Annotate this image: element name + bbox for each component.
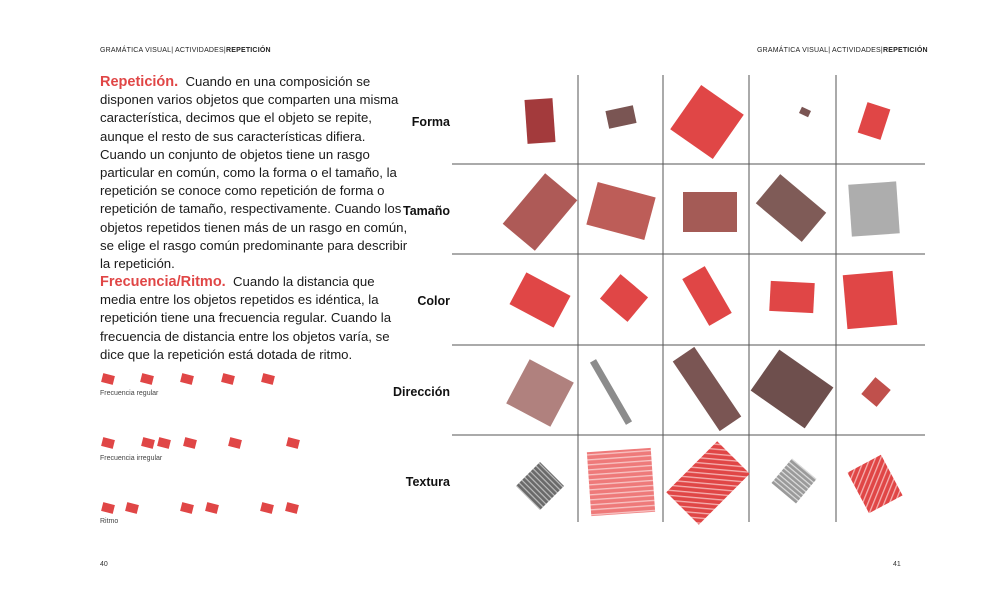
- shape-tile: [799, 107, 811, 118]
- row-label-forma: Forma: [411, 115, 450, 129]
- caption-frecuencia-regular: Frecuencia regular: [100, 390, 159, 397]
- row-color-shapes: [509, 266, 897, 329]
- shape-tile: [509, 272, 570, 327]
- sample-tile: [260, 502, 274, 514]
- caption-ritmo: Ritmo: [100, 518, 119, 525]
- shape-tile: [586, 182, 655, 240]
- row-label-color: Color: [417, 294, 450, 308]
- shape-tile: [858, 102, 891, 140]
- page-number-left: 40: [100, 561, 108, 568]
- header-section: REPETICIÓN: [882, 47, 928, 54]
- shape-tile: [587, 448, 655, 516]
- shape-tile: [666, 441, 749, 524]
- sample-tile: [141, 437, 155, 449]
- row-label-tamano: Tamaño: [403, 204, 450, 218]
- page-number-right: 41: [893, 561, 901, 568]
- shape-tile: [516, 462, 564, 510]
- row-label-direccion: Dirección: [393, 385, 450, 399]
- shape-tile: [600, 274, 648, 322]
- shape-tile: [769, 281, 815, 313]
- sample-tile: [228, 437, 242, 449]
- shape-tile: [524, 98, 555, 144]
- shape-tile: [848, 181, 900, 236]
- frecuencia-title: Frecuencia/Ritmo.: [100, 274, 226, 290]
- sample-tile: [101, 502, 115, 514]
- header-section: REPETICIÓN: [225, 47, 271, 54]
- repeticion-text: Cuando en una composición se disponen varios objetos que comparten una misma característica, decimos que el objeto se repite, aunque el resto de sus características difiera. Cuando un conjunto de objetos tiene un rasgo particular en común, como la forma o el tamaño, la repetición se conoce como repetición de forma o repetición de tamaño, respectivamente. Cuando los objetos repetidos tienen más de un rasgo en común, se elige el rasgo común predominante para describir la repetición.: [100, 74, 408, 272]
- shape-tile: [503, 173, 578, 251]
- sample-tile: [183, 437, 197, 449]
- frequency-regular-samples: [101, 373, 275, 385]
- sample-tile: [140, 373, 154, 385]
- sample-tile: [286, 437, 300, 449]
- sample-tile: [180, 502, 194, 514]
- frecuencia-text: Cuando la distancia que media entre los objetos repetidos es idéntica, la repetición tiene una frecuencia regular. Cuando la frecuencia de distancia entre los objetos varía, se dice que la repetición está dotada de ritmo.: [100, 274, 392, 362]
- caption-frecuencia-irregular: Frecuencia irregular: [100, 455, 163, 462]
- shape-tile: [771, 458, 816, 503]
- sample-tile: [285, 502, 299, 514]
- shape-tile: [861, 377, 890, 407]
- shape-tile: [670, 85, 744, 159]
- shape-tile: [843, 271, 898, 329]
- shape-tile: [683, 192, 737, 232]
- repeticion-title: Repetición.: [100, 74, 179, 90]
- sample-tile: [101, 373, 115, 385]
- header-prefix: GRAMÁTICA VISUAL| ACTIVIDADES|: [757, 47, 883, 54]
- shape-tile: [506, 359, 574, 427]
- rhythm-samples: [101, 502, 299, 514]
- sample-tile: [101, 437, 115, 449]
- row-tamano-shapes: [503, 173, 900, 251]
- shape-tile: [590, 359, 632, 425]
- row-textura-shapes: [516, 441, 903, 524]
- row-forma-shapes: [524, 85, 890, 159]
- shape-tile: [847, 455, 902, 513]
- sample-tile: [125, 502, 139, 514]
- shape-tile: [751, 350, 834, 429]
- sample-tile: [205, 502, 219, 514]
- frequency-irregular-samples: [101, 437, 300, 449]
- shape-tile: [682, 266, 732, 326]
- row-label-textura: Textura: [405, 475, 450, 489]
- row-direccion-shapes: [506, 347, 891, 431]
- header-prefix: GRAMÁTICA VISUAL| ACTIVIDADES|: [100, 47, 226, 54]
- sample-tile: [261, 373, 275, 385]
- sample-tile: [157, 437, 171, 449]
- shape-tile: [756, 174, 826, 242]
- shape-tile: [605, 105, 636, 128]
- shape-tile: [673, 347, 742, 431]
- sample-tile: [180, 373, 194, 385]
- sample-tile: [221, 373, 235, 385]
